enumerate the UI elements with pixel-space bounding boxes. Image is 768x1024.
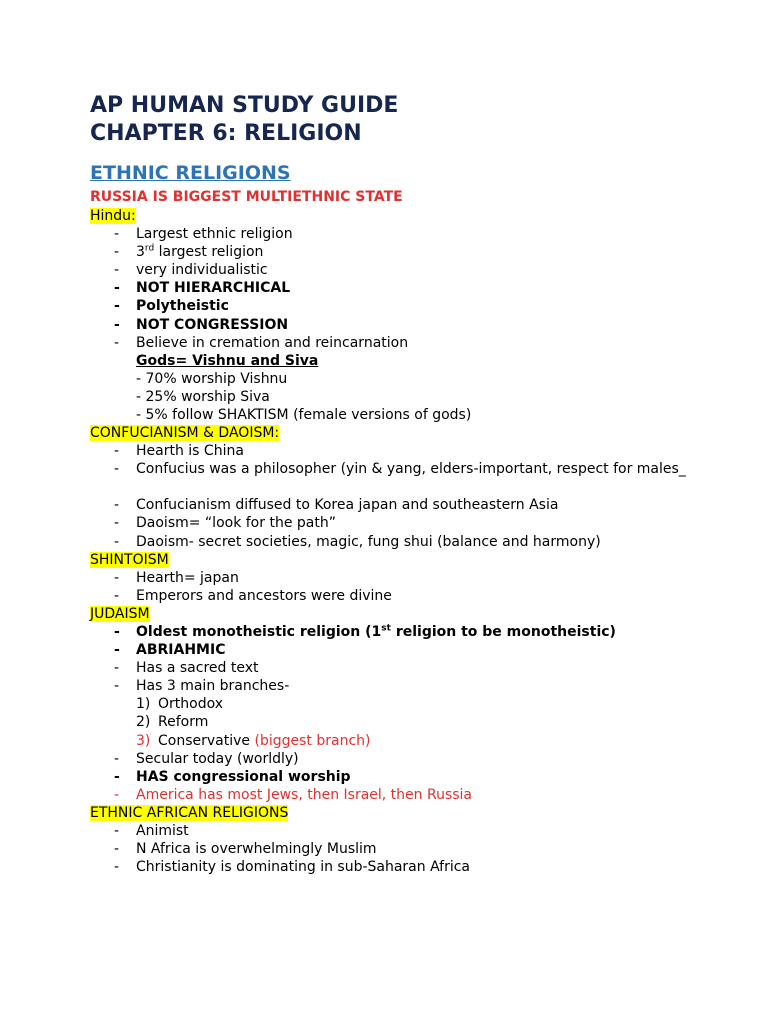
list-item: - NOT HIERARCHICAL <box>114 280 291 297</box>
numbered-item: 2) Reform <box>136 714 209 731</box>
doc-title-line2: CHAPTER 6: RELIGION <box>90 121 362 146</box>
list-item: - Daoism= “look for the path” <box>114 515 336 532</box>
list-item: - Hearth= japan <box>114 569 239 586</box>
study-notes <box>90 207 690 876</box>
list-item: - America has most Jews, then Israel, then Russia <box>114 786 473 803</box>
list-item: - NOT CONGRESSION <box>114 316 289 333</box>
list-item: - Christianity is dominating in sub-Saharan Africa <box>114 859 471 876</box>
numbered-item: 3) Conservative (biggest branch) <box>136 732 371 749</box>
list-item: - Animist <box>114 823 189 839</box>
list-item: - Emperors and ancestors were divine <box>114 587 392 604</box>
hindu-stat: - 5% follow SHAKTISM (female versions of gods) <box>136 407 472 424</box>
list-item: - Daoism- secret societies, magic, fung shui (balance and harmony) <box>114 533 601 550</box>
list-item: - Largest ethnic religion <box>114 226 293 243</box>
list-item: - Secular today (worldly) <box>114 750 299 767</box>
hindu-gods: Gods= Vishnu and Siva <box>136 352 319 369</box>
list-item: - 3rd largest religion <box>114 243 264 261</box>
subheading-russia: RUSSIA IS BIGGEST MULTIETHNIC STATE <box>90 189 403 205</box>
hindu-stat: - 25% worship Siva <box>136 388 270 405</box>
list-item: - N Africa is overwhelmingly Muslim <box>114 841 377 858</box>
section-heading-ethnic-religions: ETHNIC RELIGIONS <box>90 162 291 184</box>
list-item: - Believe in cremation and reincarnation <box>114 334 409 351</box>
doc-title-line1: AP HUMAN STUDY GUIDE <box>90 93 399 118</box>
label-shintoism: SHINTOISM <box>90 551 169 568</box>
hindu-stat: - 70% worship Vishnu <box>136 370 288 387</box>
label-ethnic-african: ETHNIC AFRICAN RELIGIONS <box>90 804 289 821</box>
numbered-item: 1) Orthodox <box>136 696 224 713</box>
list-item: - HAS congressional worship <box>114 768 351 785</box>
list-item: - very individualistic <box>114 262 268 279</box>
list-item: - ABRIAHMIC <box>114 642 226 659</box>
label-judaism: JUDAISM <box>90 605 150 622</box>
list-item: - Has a sacred text <box>114 660 259 677</box>
list-item: - Confucianism diffused to Korea japan and southeastern Asia <box>114 497 559 514</box>
list-item: - Polytheistic <box>114 298 229 315</box>
list-item: - Has 3 main branches- <box>114 678 290 695</box>
list-item: - Confucius was a philosopher (yin & yang, elders-important, respect for males_ <box>114 461 686 478</box>
label-confucianism: CONFUCIANISM & DAOISM: <box>90 425 280 442</box>
list-item: - Hearth is China <box>114 443 244 460</box>
label-hindu: Hindu: <box>90 208 136 224</box>
list-item: - Oldest monotheistic religion (1st religion to be monotheistic) <box>114 623 616 640</box>
